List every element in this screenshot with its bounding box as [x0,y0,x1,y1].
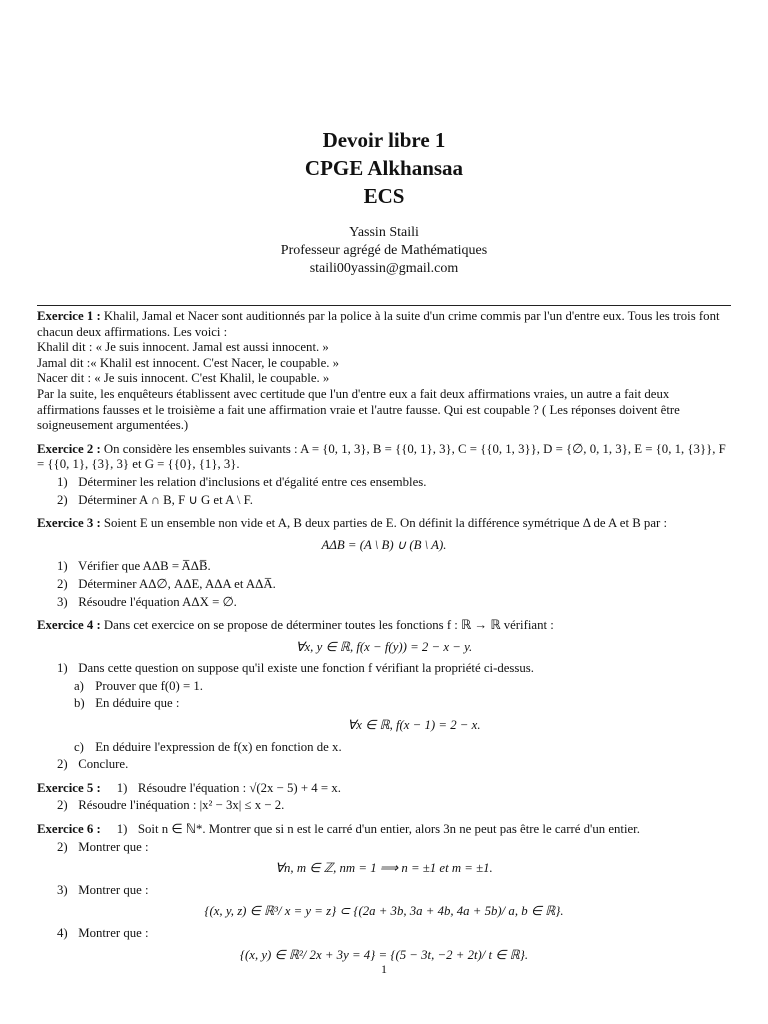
exercise-4-text: Dans cet exercice on se propose de déterminer toutes les fonctions f : ℝ → ℝ vérifiant : [103,618,554,633]
item-text: Montrer que : [78,882,149,897]
exercise-4-intro [37,618,731,634]
item-number: 1) [116,780,128,795]
exercise-3-intro [37,516,731,532]
item-text: Soit n ∈ ℕ*. Montrer que si n est le carré d'un entier, alors 3n ne peut pas être le carré d'un entier. [137,822,640,837]
item-text: Montrer que : [78,926,149,940]
item-number: 4) [57,926,68,940]
exercise-5-label: Exercice 5 : [37,780,101,795]
item-number: 1) [57,661,68,676]
document-body [37,309,731,971]
item-text: Déterminer AΔ∅, AΔE, AΔA et AΔA̅. [78,576,276,591]
page-number: 1 [381,962,387,976]
exercise-1-statement-nacer: Nacer dit : « Je suis innocent. C'est Khalil, le coupable. » [37,371,330,386]
item-number: 2) [57,576,68,591]
exercise-6 [37,822,731,963]
author-block [0,224,768,278]
author-email: staili00yassin@gmail.com [309,261,459,276]
exercise-4-item-2 [57,757,731,773]
item-number: 1) [57,559,68,574]
exercise-6-first-line [37,822,731,838]
exercise-1-paragraph [37,309,731,340]
item-text: Vérifier que AΔB = A̅ΔB̅. [77,559,211,574]
item-text: Résoudre l'équation : √(2x − 5) + 4 = x. [137,780,341,795]
item-number: 2) [57,798,68,813]
exercise-3-item-3 [57,595,731,611]
exercise-4 [37,618,731,773]
item-number: 1) [116,822,128,837]
exercise-2-text: On considère les ensembles suivants : A = {0, 1, 3}, B = {{0, 1}, 3}, C = {{0, 1, 3}}, D = {∅, 0, 1, 3}, E = {0, 1, {3}}, F = {{0, 1}, {3}, 3} et G = {{0}, {1}, 3}. [37,441,726,472]
exercise-4-label: Exercice 4 : [37,618,101,633]
item-text: Dans cette question on suppose qu'il existe une fonction f vérifiant la propriété ci-dessus. [78,661,534,676]
item-number: 3) [57,594,68,609]
exercise-3-display-formula: AΔB = (A \ B) ∪ (B \ A). [321,537,447,552]
exercise-2-item-1 [57,475,731,491]
exercise-3-text: Soient E un ensemble non vide et A, B deux parties de E. On définit la différence symétrique Δ de A et B par : [103,516,668,531]
item-text: Résoudre l'inéquation : |x² − 3x| ≤ x − 2. [78,798,285,813]
author-position: Professeur agrégé de Mathématiques [280,243,488,258]
subitem-letter: c) [74,739,84,754]
item-text: Déterminer les relation d'inclusions et d'égalité entre ces ensembles. [78,474,427,489]
subitem-text: En déduire l'expression de f(x) en fonction de x. [95,739,342,754]
exercise-2 [37,442,731,508]
item-text: Déterminer A ∩ B, F ∪ G et A \ F. [78,492,253,507]
exercise-4-subitem-b-formula: ∀x ∈ ℝ, f(x − 1) = 2 − x. [347,718,481,733]
exercise-2-intro [37,442,731,473]
exercise-3 [37,516,731,610]
item-text: Résoudre l'équation AΔX = ∅. [78,594,237,609]
exercise-3-item-1 [57,559,731,575]
subitem-letter: a) [74,678,84,693]
exercise-6-item-4 [57,926,731,942]
exercise-6-item-2 [57,840,731,856]
exercise-2-label: Exercice 2 : [37,441,101,456]
exercise-4-subitem-c [74,740,731,756]
exercise-1-question: Par la suite, les enquêteurs établissent avec certitude que l'un d'entre eux a fait deux affirmations vraies, un autre a fait deux affirmations fausses et le troisième a fait une affirmation vraie et l'autre fausse. Qui est coupable ? ( Les réponses doivent être soigneusement argumentées.) [37,386,680,433]
exercise-4-subitem-a [74,679,731,695]
exercise-5 [37,781,731,814]
exercise-6-item-3-formula: {(x, y, z) ∈ ℝ³/ x = y = z} ⊂ {(2a + 3b, 3a + 4b, 4a + 5b)/ a, b ∈ ℝ}. [204,904,564,919]
exercise-5-item-2 [57,798,731,814]
item-number: 1) [57,474,68,489]
title-line-2: CPGE Alkhansaa [304,156,464,180]
exercise-6-item-4-formula: {(x, y) ∈ ℝ²/ 2x + 3y = 4} = {(5 − 3t, −2 + 2t)/ t ∈ ℝ}. [239,947,529,962]
item-text: Conclure. [78,757,129,772]
item-number: 2) [57,492,68,507]
author-name: Yassin Staili [349,225,419,240]
exercise-1-statement-khalil: Khalil dit : « Je suis innocent. Jamal est aussi innocent. » [37,340,329,355]
title-line-3: ECS [363,184,405,208]
exercise-4-display-formula: ∀x, y ∈ ℝ, f(x − f(y)) = 2 − x − y. [295,639,473,654]
exercise-1-text: Khalil, Jamal et Nacer sont auditionnés par la police à la suite d'un crime commis par l'un d'entre eux. Tous les trois font chacun deux affirmations. Les voici : [37,309,720,339]
subitem-letter: b) [74,696,85,711]
subitem-text: En déduire que : [95,696,180,711]
exercise-1-label: Exercice 1 : [37,309,101,323]
exercise-6-item-2-formula: ∀n, m ∈ ℤ, nm = 1 ⟹ n = ±1 et m = ±1. [275,861,493,876]
subitem-text: Prouver que f(0) = 1. [95,678,203,693]
exercise-4-item-1 [57,661,731,677]
exercise-6-label: Exercice 6 : [37,822,101,837]
item-number: 2) [57,757,68,772]
exercise-3-label: Exercice 3 : [37,516,101,531]
exercise-6-item-3 [57,883,731,899]
exercise-3-item-2 [57,577,731,593]
exercise-2-item-2 [57,493,731,509]
item-text: Montrer que : [78,839,149,854]
horizontal-rule [37,305,731,306]
item-number: 2) [57,839,68,854]
title-line-1: Devoir libre 1 [322,128,446,152]
exercise-1 [37,309,731,434]
exercise-4-subitem-b [74,696,731,712]
item-number: 3) [57,882,68,897]
exercise-5-first-line [37,781,731,797]
exercise-1-statement-jamal: Jamal dit :« Khalil est innocent. C'est Nacer, le coupable. » [37,355,340,370]
document-header [0,126,768,278]
